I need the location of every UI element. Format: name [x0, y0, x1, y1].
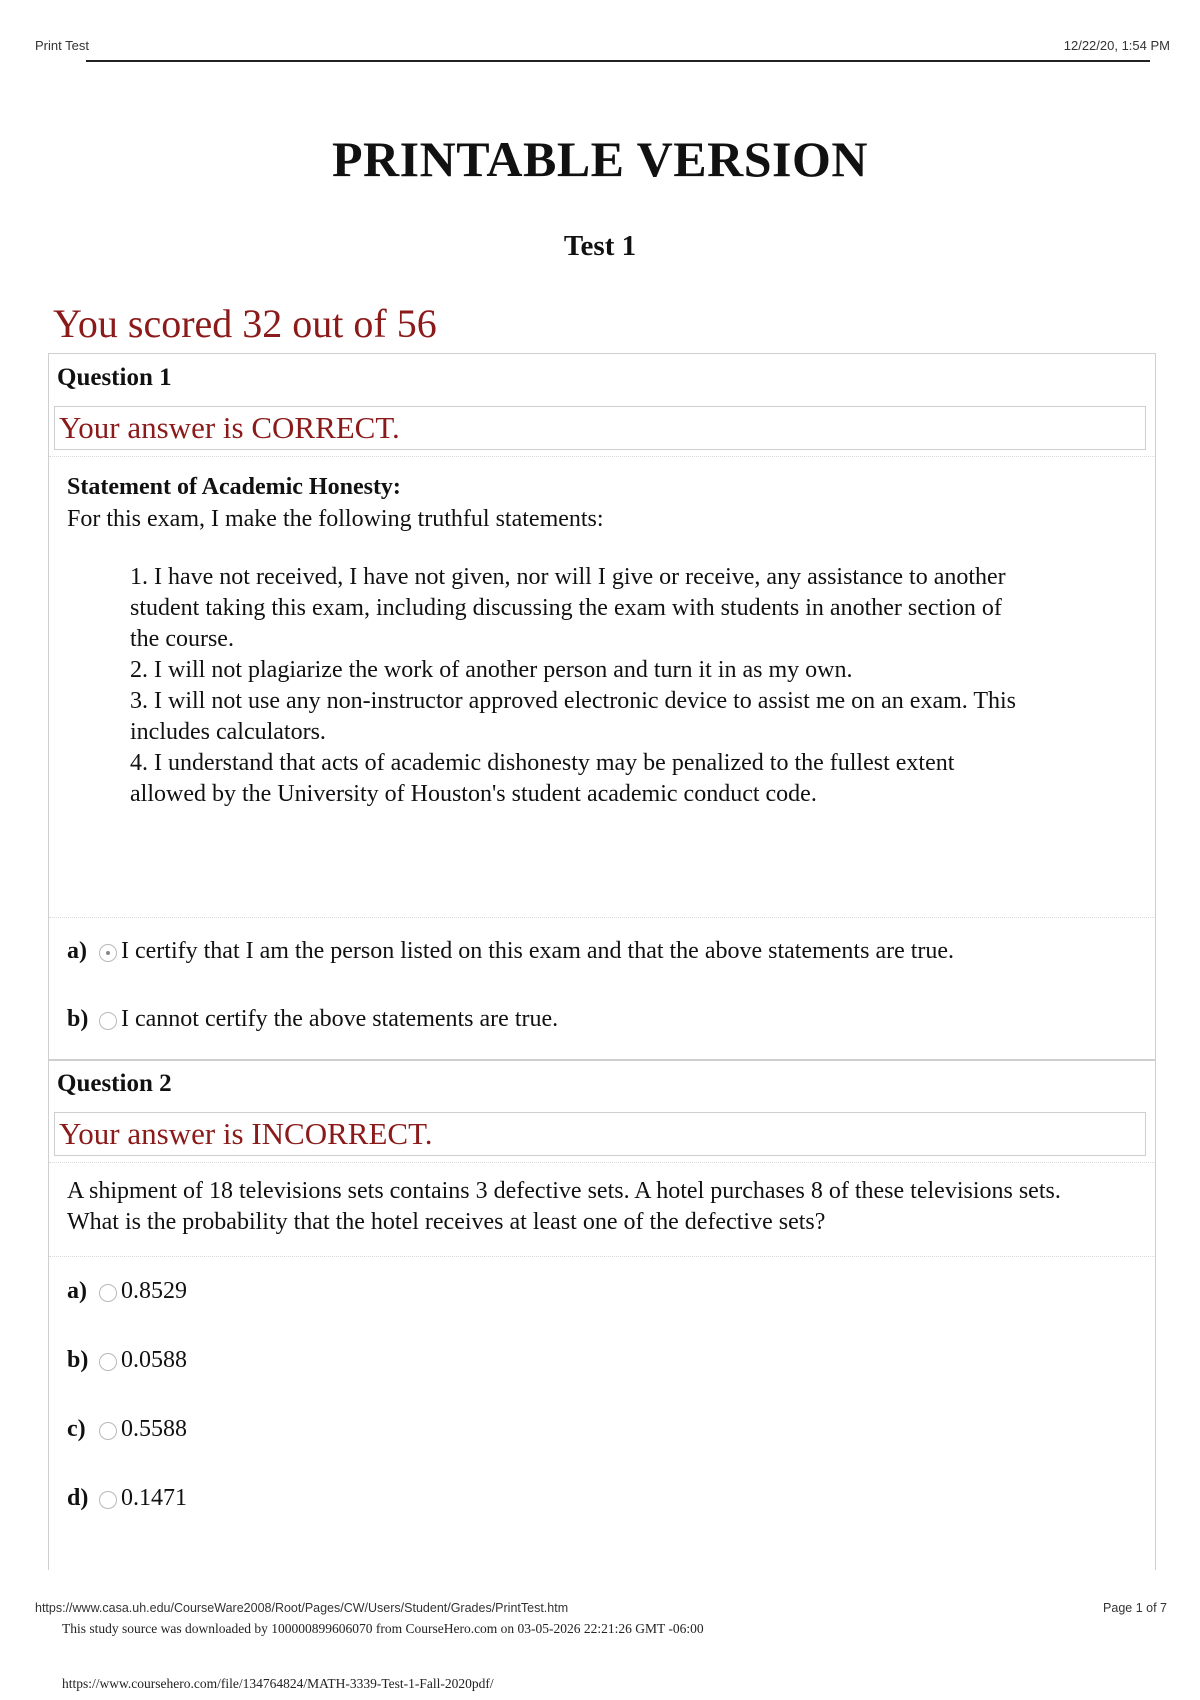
question-2-text-line: What is the probability that the hotel receives at least one of the defective sets?	[67, 1209, 826, 1235]
list-line: 3. I will not use any non-instructor approved electronic device to assist me on an exam. This	[130, 688, 1016, 714]
question-2-result: Your answer is INCORRECT.	[54, 1112, 1146, 1156]
choice-text: 0.5588	[121, 1416, 187, 1442]
radio-button[interactable]	[99, 1353, 117, 1371]
source-url[interactable]: https://www.coursehero.com/file/134764824/MATH-3339-Test-1-Fall-2020pdf/	[62, 1676, 494, 1691]
question-1-title: Question 1	[57, 364, 172, 391]
page-title: PRINTABLE VERSION	[332, 131, 868, 187]
footer-url[interactable]: https://www.casa.uh.edu/CourseWare2008/Root/Pages/CW/Users/Student/Grades/PrintTest.htm	[35, 1601, 569, 1615]
question-1-block	[48, 353, 1156, 1061]
page-number: Page 1 of 7	[1103, 1601, 1167, 1615]
choice-letter: b)	[67, 1006, 89, 1032]
divider	[49, 456, 1155, 457]
question-2-block	[48, 1059, 1156, 1570]
radio-button-selected[interactable]	[99, 944, 117, 962]
download-source-note: This study source was downloaded by 100000899606070 from CourseHero.com on 03-05-2026 22:21:26 GMT -06:00	[62, 1621, 704, 1636]
choice-text: 0.8529	[121, 1278, 187, 1304]
choice-text: 0.0588	[121, 1347, 187, 1373]
choice-letter: d)	[67, 1485, 89, 1511]
score-summary: You scored 32 out of 56	[53, 301, 437, 346]
choice-letter: c)	[67, 1416, 86, 1442]
list-line: the course.	[130, 626, 234, 652]
list-line: allowed by the University of Houston's student academic conduct code.	[130, 781, 817, 807]
list-line: student taking this exam, including discussing the exam with students in another section of	[130, 595, 1002, 621]
choice-text: 0.1471	[121, 1485, 187, 1511]
radio-button[interactable]	[99, 1422, 117, 1440]
question-1-result: Your answer is CORRECT.	[54, 406, 1146, 450]
honesty-heading: Statement of Academic Honesty:	[67, 474, 401, 500]
question-2-title: Question 2	[57, 1070, 172, 1097]
list-line: includes calculators.	[130, 719, 326, 745]
radio-button[interactable]	[99, 1491, 117, 1509]
print-header-title: Print Test	[35, 38, 89, 53]
divider	[49, 917, 1155, 918]
list-line: 1. I have not received, I have not given, nor will I give or receive, any assistance to another	[130, 564, 1006, 590]
choice-letter: a)	[67, 938, 87, 964]
list-line: 4. I understand that acts of academic dishonesty may be penalized to the fullest extent	[130, 750, 955, 776]
choice-letter: a)	[67, 1278, 87, 1304]
choice-text: I cannot certify the above statements are true.	[121, 1006, 559, 1032]
radio-button[interactable]	[99, 1012, 117, 1030]
divider	[49, 1256, 1155, 1257]
choice-letter: b)	[67, 1347, 89, 1373]
test-name: Test 1	[563, 230, 637, 262]
list-line: 2. I will not plagiarize the work of another person and turn it in as my own.	[130, 657, 853, 683]
radio-button[interactable]	[99, 1284, 117, 1302]
divider	[49, 1162, 1155, 1163]
choice-text: I certify that I am the person listed on this exam and that the above statements are true.	[121, 938, 955, 964]
print-header-datetime: 12/22/20, 1:54 PM	[1063, 38, 1170, 53]
header-divider	[86, 60, 1150, 62]
question-2-text-line: A shipment of 18 televisions sets contains 3 defective sets. A hotel purchases 8 of these televisions sets.	[67, 1178, 1061, 1204]
print-header	[35, 38, 1170, 53]
honesty-intro: For this exam, I make the following truthful statements:	[67, 506, 604, 532]
